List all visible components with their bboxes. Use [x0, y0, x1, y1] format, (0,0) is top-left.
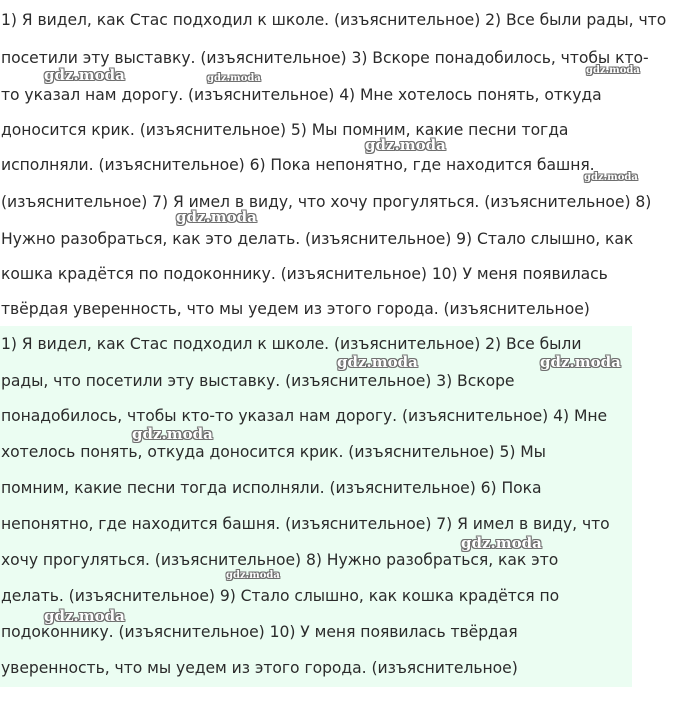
watermark: gdz.moda: [176, 208, 257, 226]
watermark: gdz.moda: [540, 353, 621, 371]
text-line: 1) Я видел, как Стас подходил к школе. (изъяснительное) 2) Все были рады, что: [1, 11, 667, 29]
answer-text-block-1: [0, 2, 667, 324]
text-line: (изъяснительное) 7) Я имел в виду, что хочу прогуляться. (изъяснительное) 8): [1, 193, 652, 211]
text-line: уверенность, что мы уедем из этого города. (изъяснительное): [1, 659, 518, 677]
text-line: доносится крик. (изъяснительное) 5) Мы помним, какие песни тогда: [1, 121, 569, 139]
watermark: gdz.moda: [461, 534, 542, 552]
text-line: Нужно разобраться, как это делать. (изъяснительное) 9) Стало слышно, как: [1, 230, 634, 248]
text-line: хочу прогуляться. (изъяснительное) 8) Нужно разобраться, как это: [1, 551, 559, 569]
watermark: gdz.moda: [584, 172, 638, 183]
text-line: твёрдая уверенность, что мы уедем из этого города. (изъяснительное): [1, 300, 590, 318]
answer-text-block-2: [0, 326, 632, 687]
watermark: gdz.moda: [44, 607, 125, 625]
text-line: хотелось понять, откуда доносится крик. (изъяснительное) 5) Мы: [1, 443, 546, 461]
text-line: рады, что посетили эту выставку. (изъяснительное) 3) Вскоре: [1, 372, 515, 390]
text-line: посетили эту выставку. (изъяснительное) 3) Вскоре понадобилось, чтобы кто-: [1, 49, 649, 67]
watermark: gdz.moda: [207, 73, 261, 84]
text-line: то указал нам дорогу. (изъяснительное) 4) Мне хотелось понять, откуда: [1, 86, 602, 104]
watermark: gdz.moda: [132, 425, 213, 443]
text-line: кошка крадётся по подоконнику. (изъяснительное) 10) У меня появилась: [1, 265, 608, 283]
text-line: исполняли. (изъяснительное) 6) Пока непонятно, где находится башня.: [1, 156, 595, 174]
watermark: gdz.moda: [365, 136, 446, 154]
text-line: подоконнику. (изъяснительное) 10) У меня появилась твёрдая: [1, 623, 518, 641]
text-line: помним, какие песни тогда исполняли. (изъяснительное) 6) Пока: [1, 479, 542, 497]
watermark: gdz.moda: [337, 353, 418, 371]
text-line: делать. (изъяснительное) 9) Стало слышно, как кошка крадётся по: [1, 587, 560, 605]
watermark: gdz.moda: [44, 66, 125, 84]
text-line: понадобилось, чтобы кто-то указал нам дорогу. (изъяснительное) 4) Мне: [1, 407, 608, 425]
text-line: непонятно, где находится башня. (изъяснительное) 7) Я имел в виду, что: [1, 515, 610, 533]
watermark: gdz.moda: [586, 65, 640, 76]
watermark: gdz.moda: [226, 570, 280, 581]
text-line: 1) Я видел, как Стас подходил к школе. (изъяснительное) 2) Все были: [1, 335, 582, 353]
